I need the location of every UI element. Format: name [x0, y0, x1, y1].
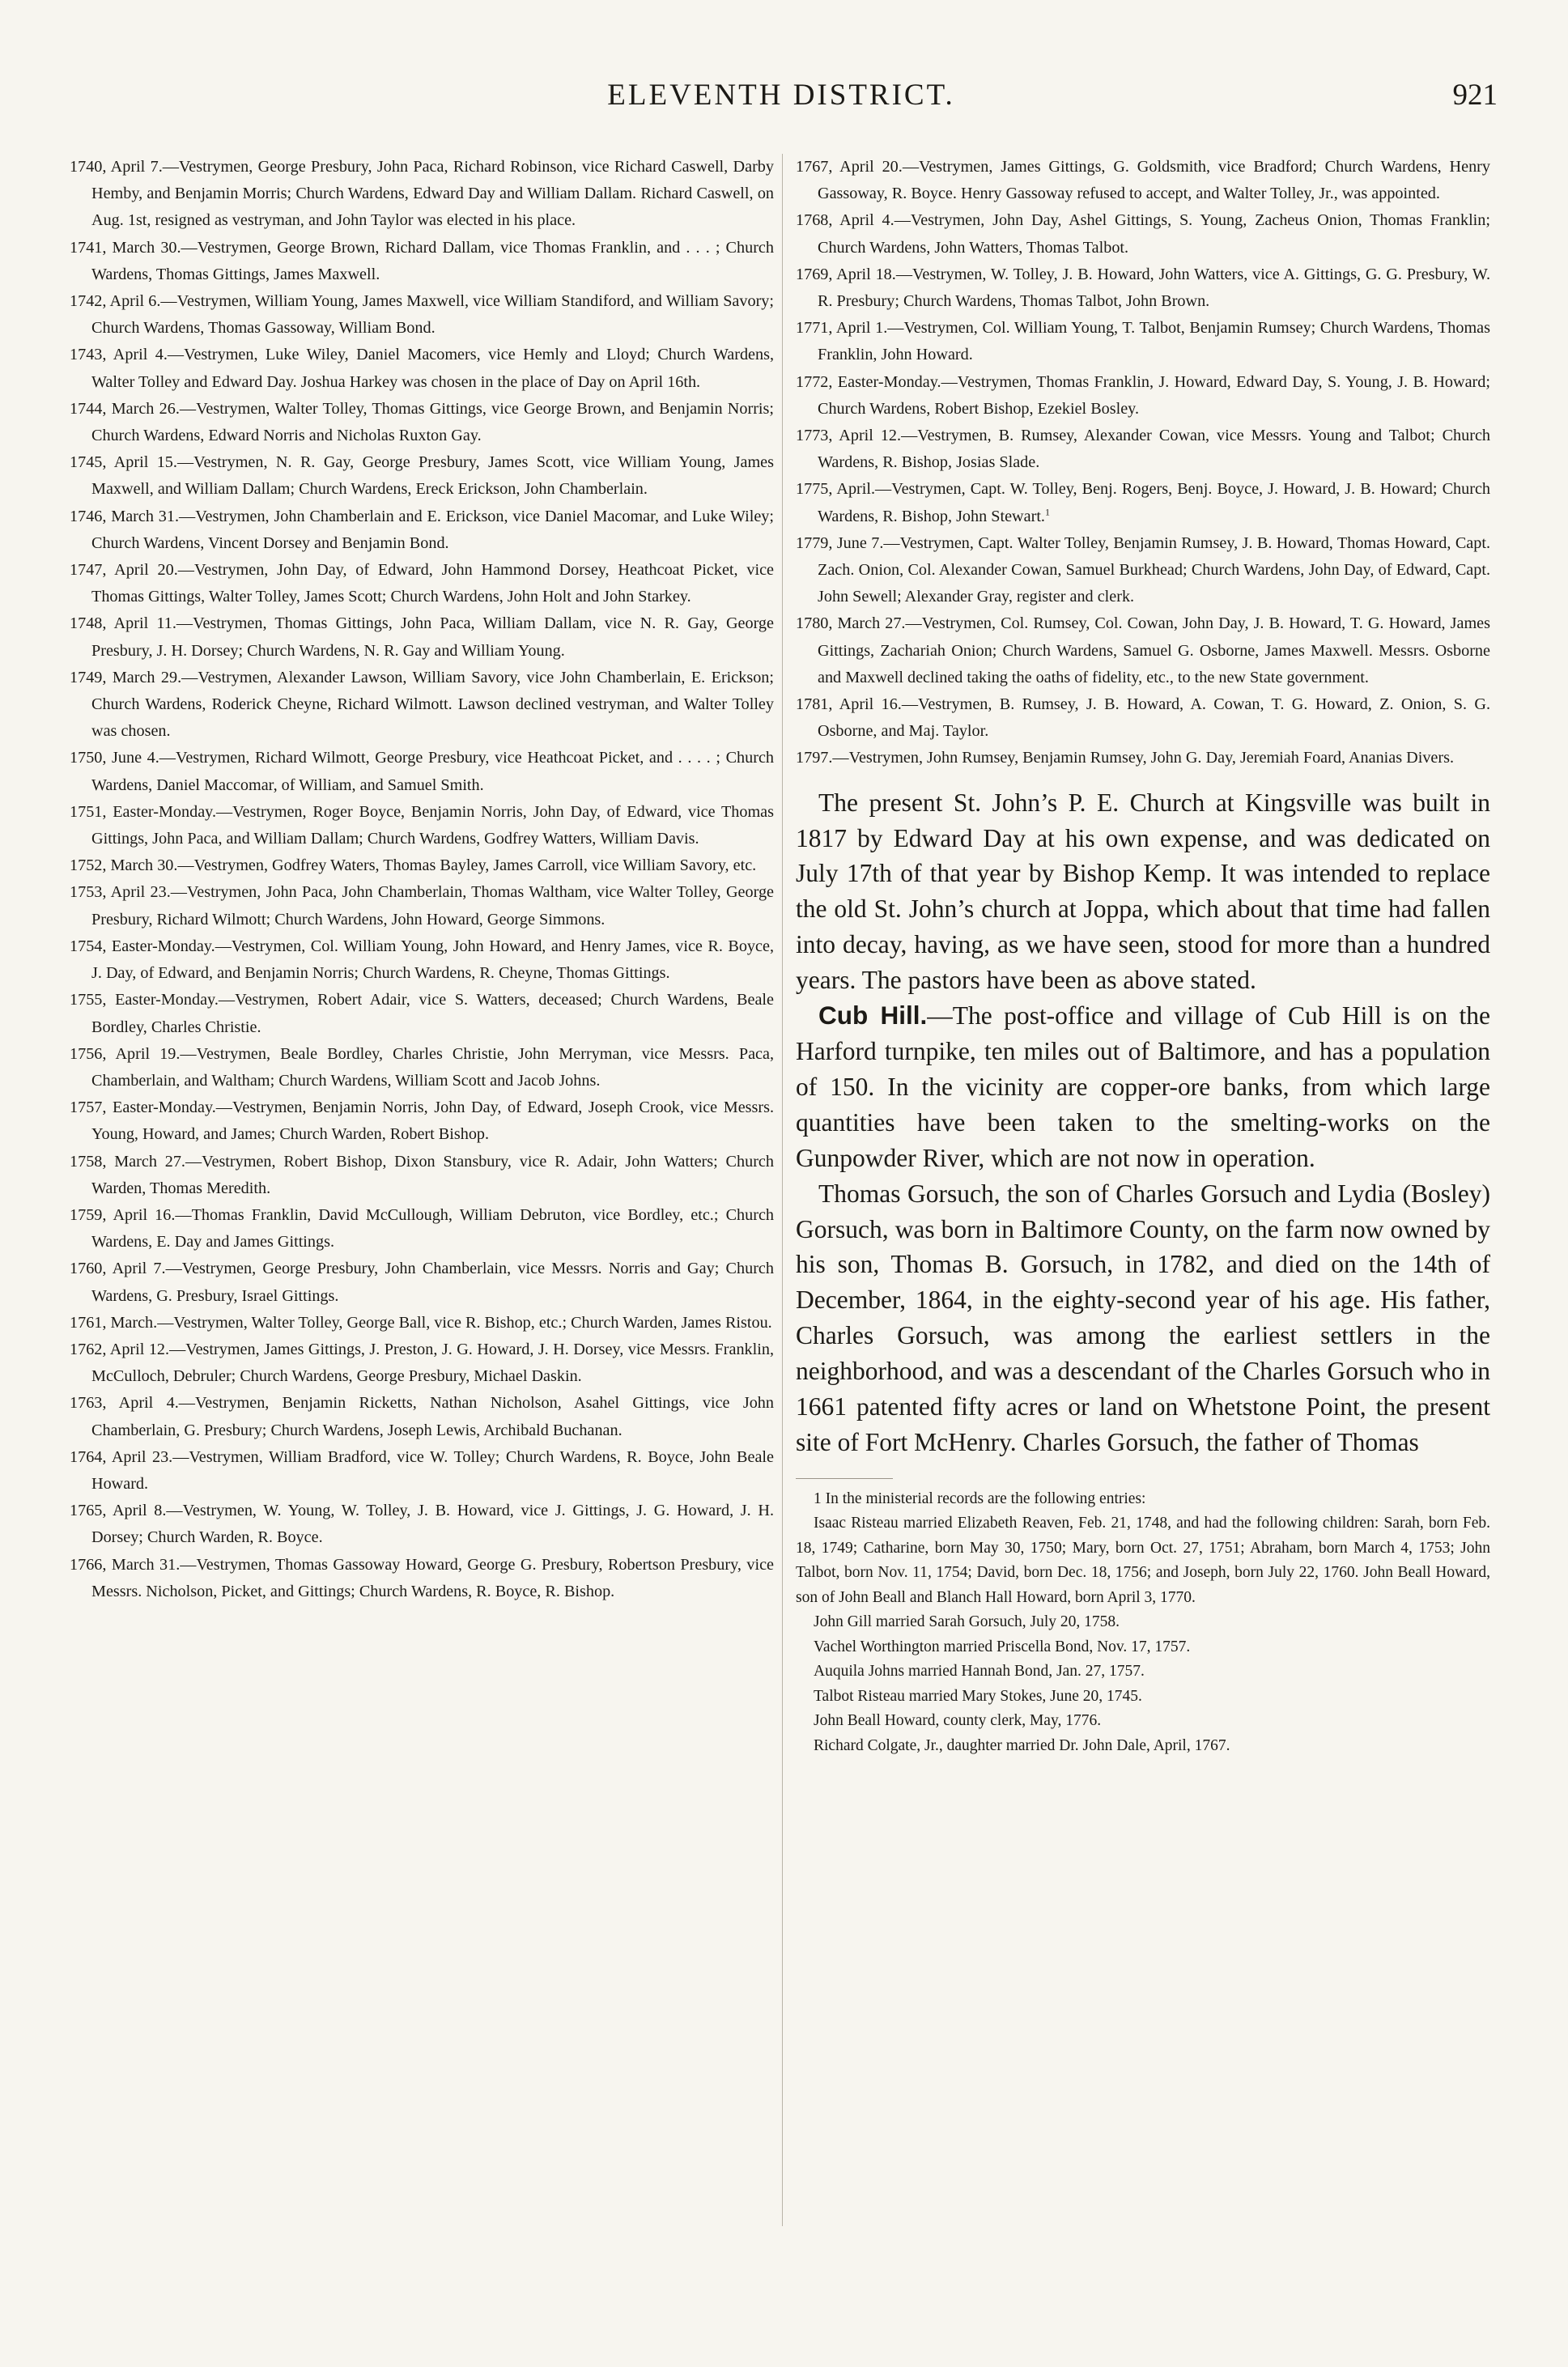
footnote-line: John Gill married Sarah Gorsuch, July 20, 1758.: [814, 1613, 1120, 1631]
vestry-entry: 1764, April 23.—Vestrymen, William Bradford, vice W. Tolley; Church Wardens, R. Boyce, John Beale Howard.: [70, 1447, 774, 1493]
right-column: [796, 154, 1490, 1758]
footnote-line: Auquila Johns married Hannah Bond, Jan. 27, 1757.: [814, 1663, 1145, 1681]
vestry-entry: 1769, April 18.—Vestrymen, W. Tolley, J. B. Howard, John Watters, vice A. Gittings, G. G. Presbury, W. R. Presbury; Church Wardens, Thomas Talbot, John Brown.: [796, 265, 1490, 311]
vestry-entry: 1762, April 12.—Vestrymen, James Gittings, J. Preston, J. G. Howard, J. H. Dorsey, vice Messrs. Franklin, McCulloch, Debruler; Church Wardens, George Presbury, Michael Daskin.: [70, 1340, 774, 1386]
paragraph-thomas-gorsuch: Thomas Gorsuch, the son of Charles Gorsuch and Lydia (Bosley) Gorsuch, was born in Baltimore County, on the farm now owned by his son, Thomas B. Gorsuch, in 1782, and died on the 14th of December, 1864, in the eighty-second year of his age. His father, Charles Gorsuch, was among the earliest settlers in the neighborhood, and was a descendant of the Charles Gorsuch who in 1661 patented fifty acres or land on Whetstone Point, the present site of Fort McHenry. Charles Gorsuch, the father of Thomas: [796, 1179, 1490, 1456]
vestry-entry: 1748, April 11.—Vestrymen, Thomas Gittings, John Paca, William Dallam, vice N. R. Gay, George Presbury, J. H. Dorsey; Church Wardens, N. R. Gay and William Young.: [70, 614, 774, 660]
vestry-entry: 1741, March 30.—Vestrymen, George Brown, Richard Dallam, vice Thomas Franklin, and . . . ; Church Wardens, Thomas Gittings, James Maxwell.: [70, 238, 774, 283]
vestry-entry: 1759, April 16.—Thomas Franklin, David McCullough, William Debruton, vice Bordley, etc.; Church Wardens, E. Day and James Gittings.: [70, 1205, 774, 1251]
footnote-line: Isaac Risteau married Elizabeth Reaven, Feb. 21, 1748, and had the following children: Sarah, born Feb. 18, 1749; Catharine, born May 30, 1750; Mary, born Oct. 27, 1751; Abraham, born March 4, 1753; John Talbot, born Nov. 11, 1754; David, born Dec. 18, 1756; and Joseph, born July 22, 1760. John Beall Howard, son of John Beall and Blanch Hall Howard, born April 3, 1770.: [796, 1515, 1490, 1606]
vestry-entry: 1771, April 1.—Vestrymen, Col. William Young, T. Talbot, Benjamin Rumsey; Church Wardens, Thomas Franklin, John Howard.: [796, 319, 1490, 364]
page-header: [65, 78, 1498, 126]
vestry-entry: 1780, March 27.—Vestrymen, Col. Rumsey, Col. Cowan, John Day, J. B. Howard, T. G. Howard, James Gittings, Zachariah Onion; Church Wardens, Samuel G. Osborne, James Maxwell. Messrs. Osborne and Maxwell declined taking the oaths of fidelity, etc., to the new State government.: [796, 614, 1490, 686]
vestry-entry: 1753, April 23.—Vestrymen, John Paca, John Chamberlain, Thomas Waltham, vice Walter Tolley, George Presbury, Richard Wilmott; Church Wardens, John Howard, George Simmons.: [70, 883, 774, 929]
vestry-entry: 1773, April 12.—Vestrymen, B. Rumsey, Alexander Cowan, vice Messrs. Young and Talbot; Church Wardens, R. Bishop, Josias Slade.: [796, 427, 1490, 472]
vestry-entry: 1761, March.—Vestrymen, Walter Tolley, George Ball, vice R. Bishop, etc.; Church Warden, James Ristou.: [70, 1313, 772, 1332]
vestry-entry: 1765, April 8.—Vestrymen, W. Young, W. Tolley, J. B. Howard, vice J. Gittings, J. G. Howard, J. H. Dorsey; Church Warden, R. Boyce.: [70, 1502, 774, 1547]
vestry-entry: 1758, March 27.—Vestrymen, Robert Bishop, Dixon Stansbury, vice R. Adair, John Watters; Church Warden, Thomas Meredith.: [70, 1152, 774, 1197]
vestry-entry: 1756, April 19.—Vestrymen, Beale Bordley, Charles Christie, John Merryman, vice Messrs. Paca, Chamberlain, and Waltham; Church Wardens, William Scott and Jacob Johns.: [70, 1044, 774, 1090]
section-heading-cub-hill: Cub Hill.: [818, 1001, 928, 1031]
vestry-entry: 1781, April 16.—Vestrymen, B. Rumsey, J. B. Howard, A. Cowan, T. G. Howard, Z. Onion, S. G. Osborne, and Maj. Taylor.: [796, 695, 1490, 741]
vestry-entry: 1757, Easter-Monday.—Vestrymen, Benjamin Norris, John Day, of Edward, Joseph Crook, vice Messrs. Young, Howard, and James; Church Warden, Robert Bishop.: [70, 1099, 774, 1144]
vestry-entry: 1768, April 4.—Vestrymen, John Day, Ashel Gittings, S. Young, Zacheus Onion, Thomas Franklin; Church Wardens, John Watters, Thomas Talbot.: [796, 211, 1490, 257]
vestry-entry: [796, 476, 1490, 529]
vestry-entry: 1797.—Vestrymen, John Rumsey, Benjamin Rumsey, John G. Day, Jeremiah Foard, Ananias Divers.: [796, 749, 1454, 767]
vestry-entry: 1779, June 7.—Vestrymen, Capt. Walter Tolley, Benjamin Rumsey, J. B. Howard, Thomas Howard, Capt. Zach. Onion, Col. Alexander Cowan, Samuel Burkhead; Church Wardens, John Day, of Edward, Capt. John Sewell; Alexander Gray, register and clerk.: [796, 533, 1490, 606]
vestry-entry: 1750, June 4.—Vestrymen, Richard Wilmott, George Presbury, vice Heathcoat Picket, and . . . . ; Church Wardens, Daniel Maccomar, of William, and Samuel Smith.: [70, 749, 774, 794]
page-number: 921: [1452, 79, 1498, 112]
vestry-entry: 1767, April 20.—Vestrymen, James Gittings, G. Goldsmith, vice Bradford; Church Wardens, Henry Gassoway, R. Boyce. Henry Gassoway refused to accept, and Walter Tolley, Jr., was appointed.: [796, 158, 1490, 203]
vestry-entry: 1766, March 31.—Vestrymen, Thomas Gassoway Howard, George G. Presbury, Robertson Presbury, vice Messrs. Nicholson, Picket, and Gittings; Church Wardens, R. Boyce, R. Bishop.: [70, 1555, 774, 1600]
vestry-entry: 1743, April 4.—Vestrymen, Luke Wiley, Daniel Macomers, vice Hemly and Lloyd; Church Wardens, Walter Tolley and Edward Day. Joshua Harkey was chosen in the place of Day on April 16th.: [70, 346, 774, 391]
footnote-divider: [796, 1478, 893, 1479]
vestry-entry: 1760, April 7.—Vestrymen, George Presbury, John Chamberlain, vice Messrs. Norris and Gay; Church Wardens, G. Presbury, Israel Gittings.: [70, 1260, 774, 1305]
body-text: [796, 785, 1490, 1460]
running-title: ELEVENTH DISTRICT.: [607, 79, 955, 112]
vestry-entry: 1751, Easter-Monday.—Vestrymen, Roger Boyce, Benjamin Norris, John Day, of Edward, vice Thomas Gittings, John Paca, and William Dallam; Church Wardens, Godfrey Watters, William Davis.: [70, 802, 774, 848]
vestry-entry: 1740, April 7.—Vestrymen, George Presbury, John Paca, Richard Robinson, vice Richard Caswell, Darby Hemby, and Benjamin Morris; Church Wardens, Edward Day and William Dallam. Richard Caswell, on Aug. 1st, resigned as vestryman, and John Taylor was elected in his place.: [70, 158, 774, 230]
vestry-entry: 1772, Easter-Monday.—Vestrymen, Thomas Franklin, J. Howard, Edward Day, S. Young, J. B. Howard; Church Wardens, Robert Bishop, Ezekiel Bosley.: [796, 372, 1490, 418]
column-divider: [782, 154, 783, 2226]
vestry-entry-text: 1775, April.—Vestrymen, Capt. W. Tolley, Benj. Rogers, Benj. Boyce, J. Howard, J. B. Howard; Church Wardens, R. Bishop, John Stewart.: [796, 480, 1490, 525]
vestry-entry: 1744, March 26.—Vestrymen, Walter Tolley, Thomas Gittings, vice George Brown, and Benjamin Norris; Church Wardens, Edward Norris and Nicholas Ruxton Gay.: [70, 399, 774, 445]
paragraph-kingsville-church: The present St. John’s P. E. Church at Kingsville was built in 1817 by Edward Day at his own expense, and was dedicated on July 17th of that year by Bishop Kemp. It was intended to replace the old St. John’s church at Joppa, which about that time had fallen into decay, having, as we have seen, stood for more than a hundred years. The pastors have been as above stated.: [796, 788, 1490, 995]
vestry-entry: 1752, March 30.—Vestrymen, Godfrey Waters, Thomas Bayley, James Carroll, vice William Savory, etc.: [70, 856, 757, 875]
vestry-entry: 1749, March 29.—Vestrymen, Alexander Lawson, William Savory, vice John Chamberlain, E. Erickson; Church Wardens, Roderick Cheyne, Richard Wilmott. Lawson declined vestryman, and Walter Tolley was chosen.: [70, 668, 774, 741]
footnote-line: John Beall Howard, county clerk, May, 1776.: [814, 1712, 1102, 1730]
vestry-entry: 1755, Easter-Monday.—Vestrymen, Robert Adair, vice S. Watters, deceased; Church Wardens, Beale Bordley, Charles Christie.: [70, 991, 774, 1036]
footnote-line: 1 In the ministerial records are the following entries:: [814, 1489, 1146, 1507]
footnote-line: Vachel Worthington married Priscella Bond, Nov. 17, 1757.: [814, 1638, 1191, 1655]
vestry-entry: 1745, April 15.—Vestrymen, N. R. Gay, George Presbury, James Scott, vice William Young, James Maxwell, and William Dallam; Church Wardens, Ereck Erickson, John Chamberlain.: [70, 453, 774, 499]
vestry-entry: 1747, April 20.—Vestrymen, John Day, of Edward, John Hammond Dorsey, Heathcoat Picket, vice Thomas Gittings, Walter Tolley, James Scott; Church Wardens, John Holt and John Starkey.: [70, 561, 774, 606]
footnotes: [796, 1487, 1490, 1759]
footnote-line: Talbot Risteau married Mary Stokes, June 20, 1745.: [814, 1687, 1142, 1705]
vestry-entry: 1754, Easter-Monday.—Vestrymen, Col. William Young, John Howard, and Henry James, vice R. Boyce, J. Day, of Edward, and Benjamin Norris; Church Wardens, R. Cheyne, Thomas Gittings.: [70, 937, 774, 983]
vestry-entry: 1763, April 4.—Vestrymen, Benjamin Ricketts, Nathan Nicholson, Asahel Gittings, vice John Chamberlain, G. Presbury; Church Wardens, Joseph Lewis, Archibald Buchanan.: [70, 1394, 774, 1439]
footnote-ref: 1: [1044, 505, 1050, 517]
footnote-line: Richard Colgate, Jr., daughter married Dr. John Dale, April, 1767.: [814, 1736, 1230, 1754]
vestry-entry: 1746, March 31.—Vestrymen, John Chamberlain and E. Erickson, vice Daniel Macomar, and Luke Wiley; Church Wardens, Vincent Dorsey and Benjamin Bond.: [70, 507, 774, 552]
paragraph-cub-hill: [796, 998, 1490, 1176]
left-column: [70, 154, 774, 1605]
paragraph-cub-hill-text: —The post-office and village of Cub Hill is on the Harford turnpike, ten miles out of Baltimore, and has a population of 150. In the vicinity are copper-ore banks, from which large quantities have been taken to the smelting-works on the Gunpowder River, which are not now in operation.: [796, 1001, 1490, 1172]
vestry-entry: 1742, April 6.—Vestrymen, William Young, James Maxwell, vice William Standiford, and William Savory; Church Wardens, Thomas Gassoway, William Bond.: [70, 292, 774, 338]
